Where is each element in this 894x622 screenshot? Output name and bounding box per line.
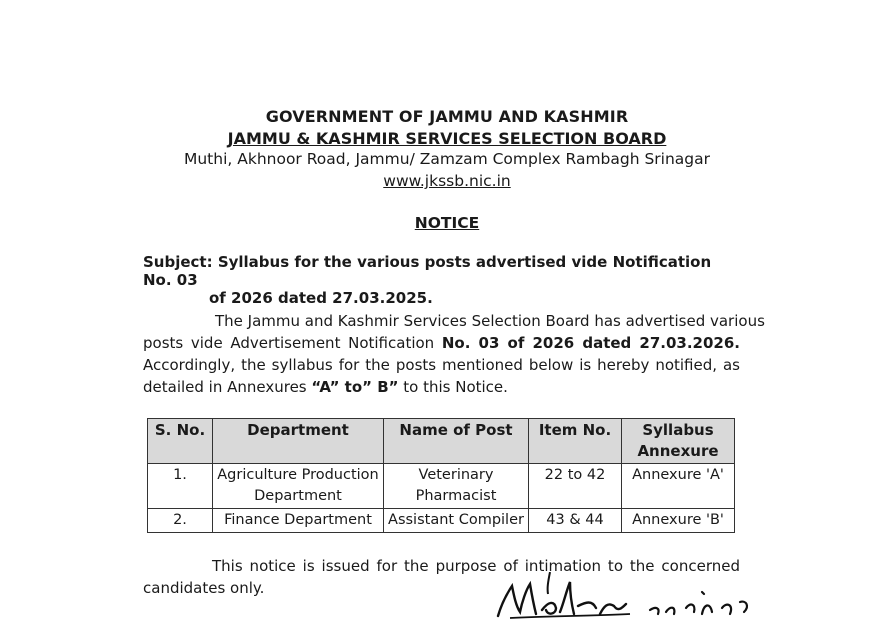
posts-table	[147, 418, 735, 533]
cell-item: 43 & 44	[529, 509, 622, 533]
body-paragraph	[143, 310, 765, 398]
notification-reference: No. 03 of 2026 dated 27.03.2026.	[441, 334, 740, 352]
notice-title: NOTICE	[414, 214, 480, 232]
website-link[interactable]: www.jkssb.nic.in	[383, 172, 511, 190]
table-row	[148, 509, 735, 533]
cell-sno: 1.	[148, 464, 213, 509]
cell-department: Finance Department	[213, 509, 384, 533]
body-line-3: Accordingly, the syllabus for the posts mentioned below is hereby notified, as	[143, 356, 740, 374]
annexure-range: “A” to” B”	[311, 378, 399, 396]
table-row	[148, 464, 735, 509]
closing-line-2: candidates only.	[143, 579, 265, 597]
table-header-row	[148, 419, 735, 464]
col-header-annexure: Syllabus Annexure	[622, 419, 735, 464]
cell-post: Veterinary Pharmacist	[384, 464, 529, 509]
body-line-4-end: to this Notice.	[398, 378, 508, 396]
subject-line-1: Subject: Syllabus for the various posts advertised vide Notification No. 03	[143, 253, 712, 289]
body-line-2-text: posts vide Advertisement Notification	[143, 334, 442, 352]
board-heading: JAMMU & KASHMIR SERVICES SELECTION BOARD	[227, 129, 667, 148]
body-line-4-text: detailed in Annexures	[143, 378, 312, 396]
cell-item: 22 to 42	[529, 464, 622, 509]
cell-department: Agriculture Production Department	[213, 464, 384, 509]
body-line-1: The Jammu and Kashmir Services Selection Board has advertised various	[215, 312, 765, 330]
body-line-2	[143, 332, 740, 354]
government-heading: GOVERNMENT OF JAMMU AND KASHMIR	[265, 107, 629, 126]
col-header-department: Department	[213, 419, 384, 464]
cell-annexure: Annexure 'A'	[622, 464, 735, 509]
handwritten-signature	[490, 572, 760, 622]
subject-block	[143, 253, 743, 307]
cell-annexure: Annexure 'B'	[622, 509, 735, 533]
body-line-4	[143, 376, 740, 398]
subject-line-2: of 2026 dated 27.03.2025.	[209, 289, 433, 307]
closing-line-1: This notice is issued for the purpose of intimation to the concerned	[212, 557, 740, 575]
col-header-post: Name of Post	[384, 419, 529, 464]
cell-sno: 2.	[148, 509, 213, 533]
cell-post: Assistant Compiler	[384, 509, 529, 533]
col-header-item: Item No.	[529, 419, 622, 464]
board-address: Muthi, Akhnoor Road, Jammu/ Zamzam Complex Rambagh Srinagar	[183, 150, 711, 168]
col-header-sno: S. No.	[148, 419, 213, 464]
